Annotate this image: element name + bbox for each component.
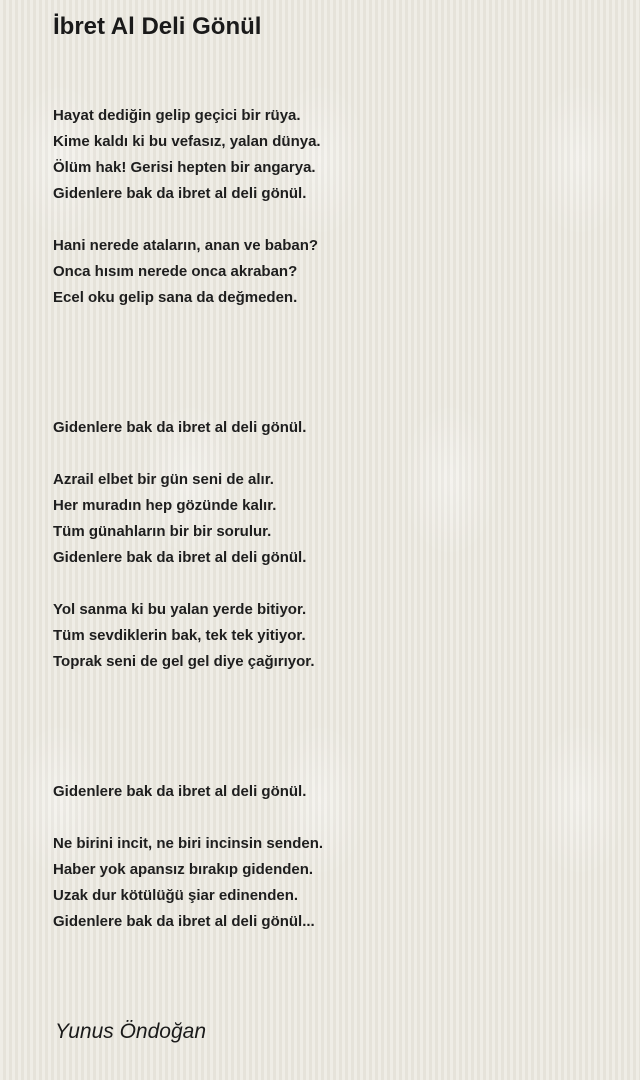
stanza-3 — [53, 415, 613, 441]
poem-line: Ne birini incit, ne biri incinsin senden. — [53, 835, 324, 852]
poem-line: Toprak seni de gel gel diye çağırıyor. — [53, 653, 315, 670]
poem-line: Onca hısım nerede onca akraban? — [53, 263, 298, 280]
poem-title: İbret Al Deli Gönül — [53, 13, 262, 40]
stanza-1 — [53, 103, 613, 207]
poem-line: Hani nerede ataların, anan ve baban? — [53, 237, 319, 254]
stanza-4 — [53, 467, 613, 571]
poem-line: Gidenlere bak da ibret al deli gönül. — [53, 419, 307, 436]
poem-line: Gidenlere bak da ibret al deli gönül. — [53, 185, 307, 202]
poem-line: Yol sanma ki bu yalan yerde bitiyor. — [53, 601, 307, 618]
poem-line: Gidenlere bak da ibret al deli gönül. — [53, 549, 307, 566]
poem-line: Haber yok apansız bırakıp gidenden. — [53, 861, 314, 878]
author-name: Yunus Öndoğan — [55, 1020, 207, 1043]
poem-line: Ölüm hak! Gerisi hepten bir angarya. — [53, 159, 316, 176]
poem-line: Her muradın hep gözünde kalır. — [53, 497, 277, 514]
stanza-6 — [53, 779, 613, 805]
stanza-2 — [53, 233, 613, 311]
poem-line: Tüm sevdiklerin bak, tek tek yitiyor. — [53, 627, 306, 644]
poem-line: Hayat dediğin gelip geçici bir rüya. — [53, 107, 301, 124]
poem-line: Azrail elbet bir gün seni de alır. — [53, 471, 274, 488]
poem-line: Tüm günahların bir bir sorulur. — [53, 523, 272, 540]
poem-line: Uzak dur kötülüğü şiar edinenden. — [53, 887, 299, 904]
stanza-5 — [53, 597, 613, 675]
poem-line: Kime kaldı ki bu vefasız, yalan dünya. — [53, 133, 321, 150]
poem-line: Ecel oku gelip sana da değmeden. — [53, 289, 298, 306]
poem-line: Gidenlere bak da ibret al deli gönül... — [53, 913, 315, 930]
stanza-7 — [53, 831, 613, 935]
poem-body — [53, 103, 613, 935]
poem-line: Gidenlere bak da ibret al deli gönül. — [53, 783, 307, 800]
